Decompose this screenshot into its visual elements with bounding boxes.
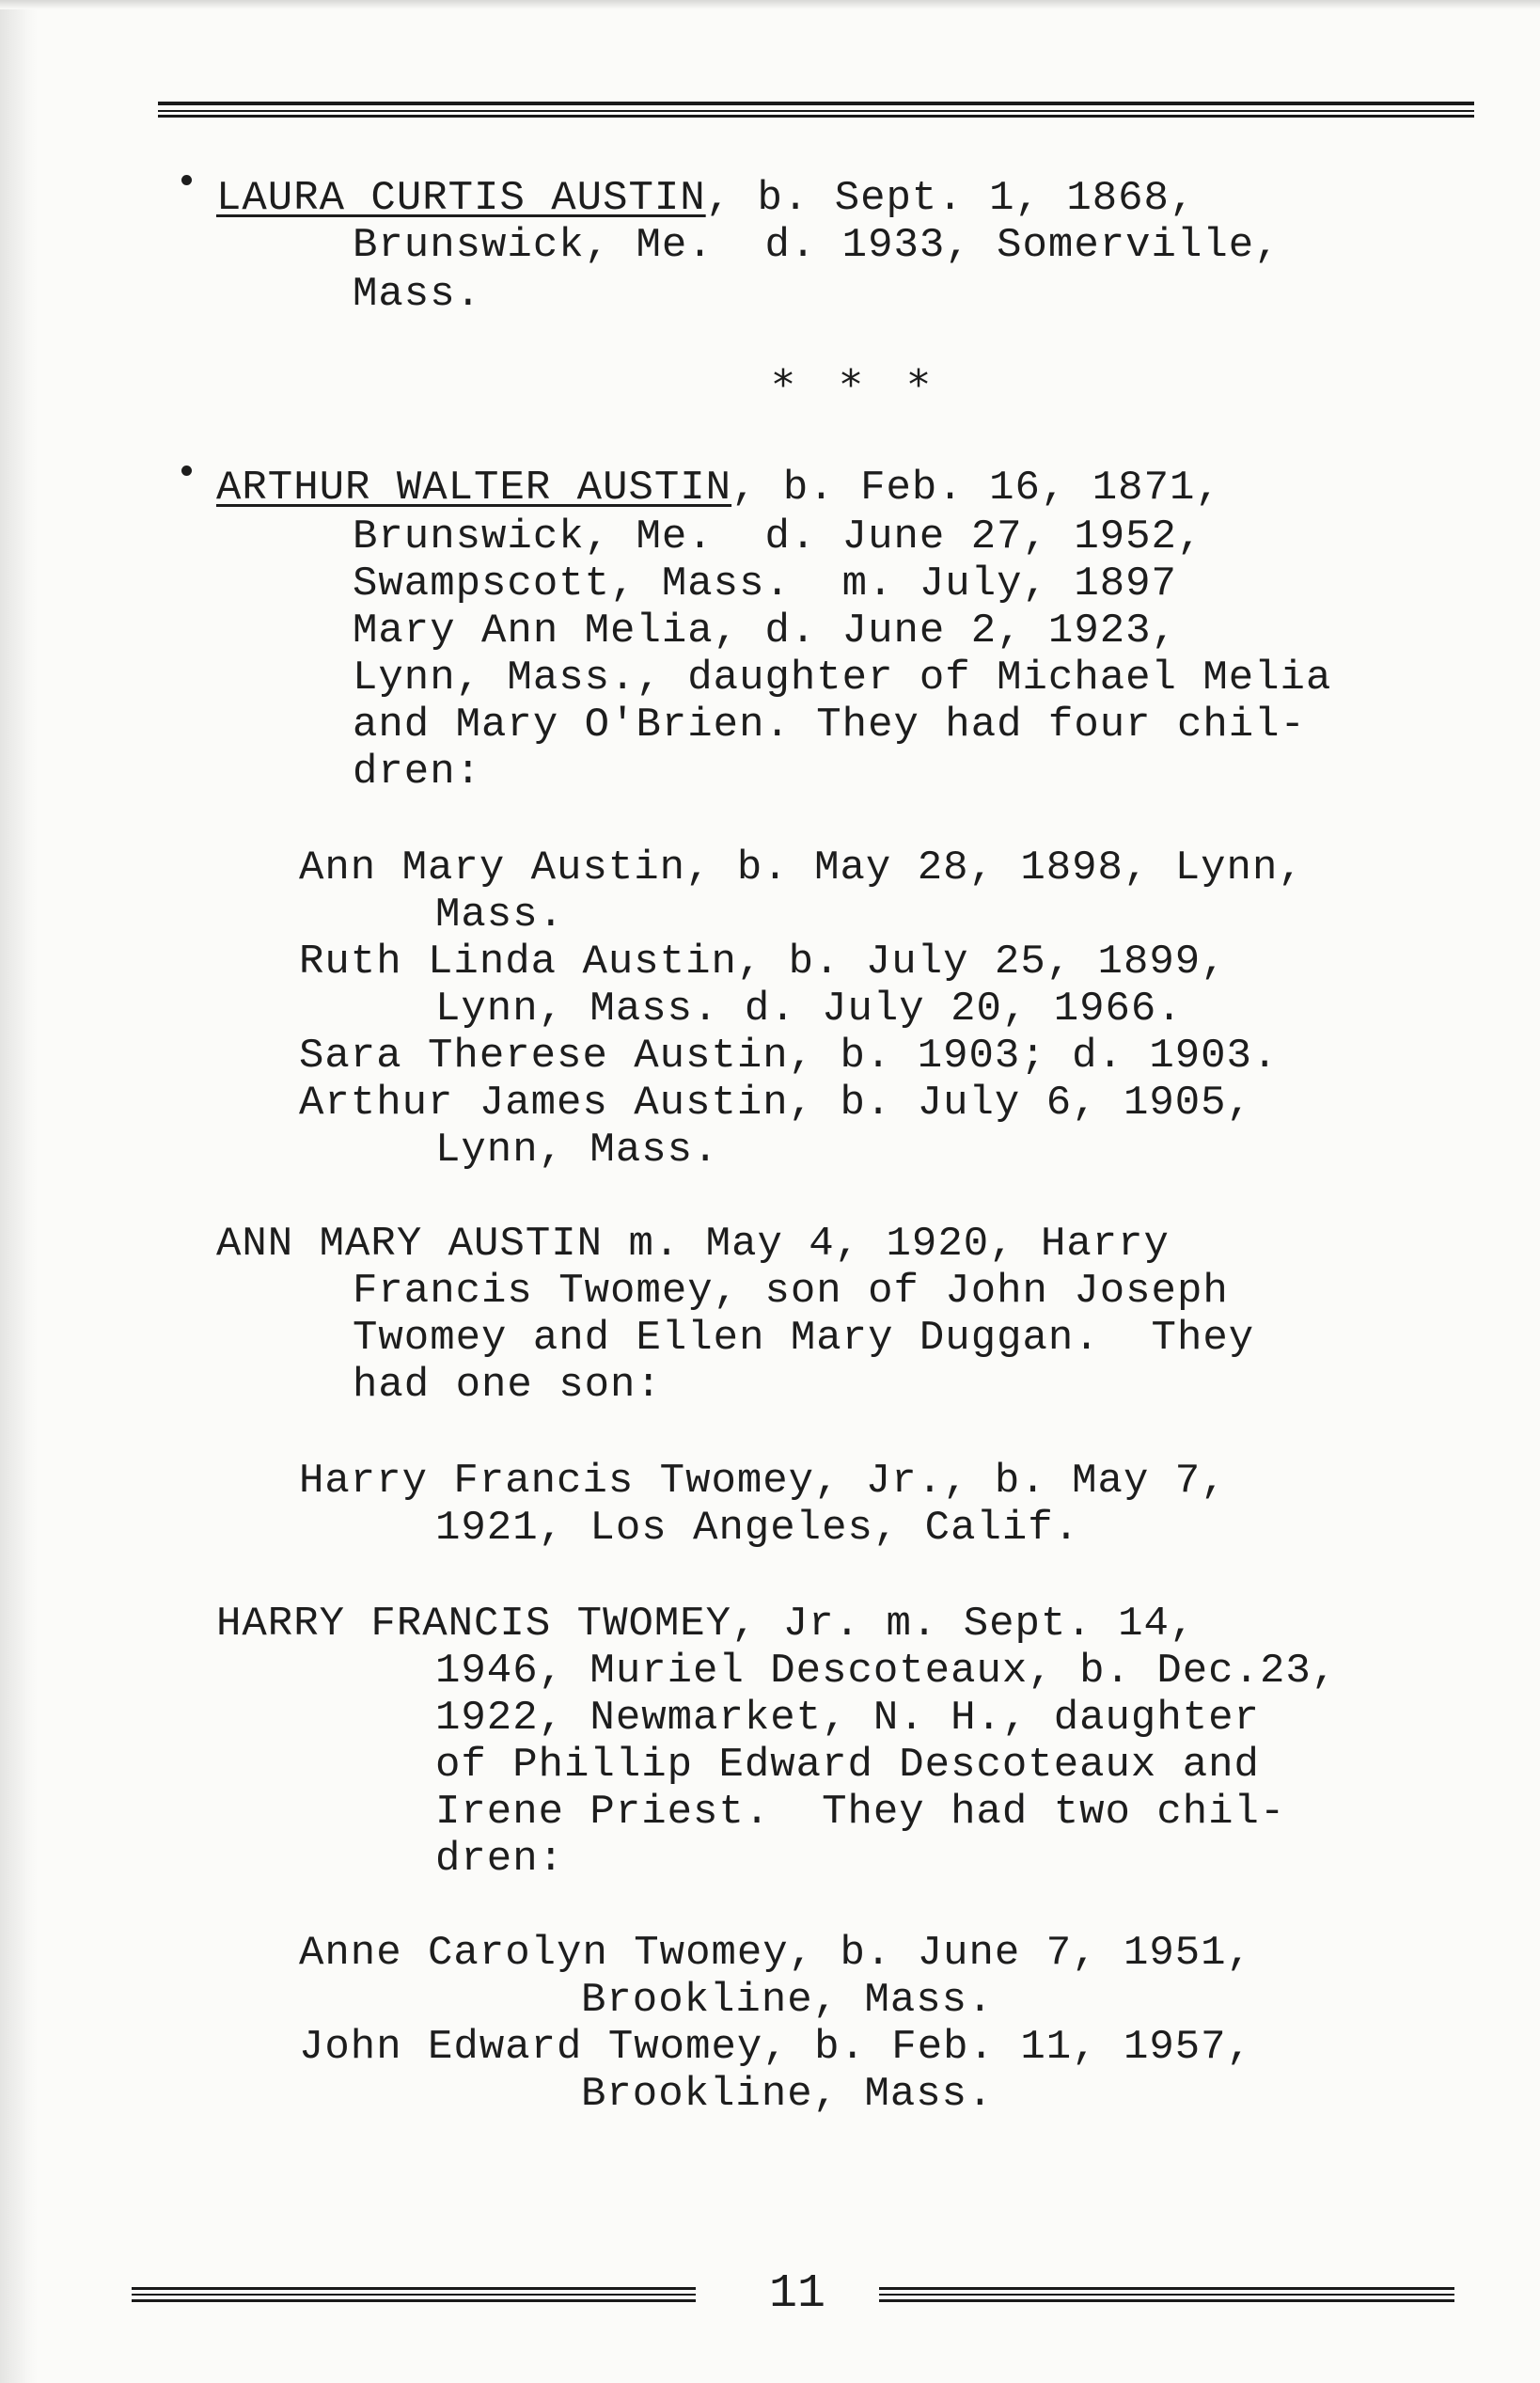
harry-entry-line-2: 1946, Muriel Descoteaux, b. Dec.23,	[435, 1648, 1338, 1695]
arthur-entry-line-4: Mary Ann Melia, d. June 2, 1923,	[353, 608, 1177, 655]
section-separator: * * *	[773, 361, 946, 409]
child-ann-mary-line-1: Ann Mary Austin, b. May 28, 1898, Lynn,	[299, 844, 1304, 892]
child-anne-carolyn-line-2: Brookline, Mass.	[581, 1977, 994, 2024]
arthur-entry-line-5: Lynn, Mass., daughter of Michael Melia	[353, 655, 1332, 702]
child-arthur-james-line-2: Lynn, Mass.	[435, 1127, 719, 1174]
page-spine-shadow	[0, 0, 38, 2383]
ann-entry-line-4: had one son:	[353, 1362, 662, 1409]
child-harry-jr-line-2: 1921, Los Angeles, Calif.	[435, 1505, 1080, 1552]
arthur-entry-line-2: Brunswick, Me. d. June 27, 1952,	[353, 513, 1203, 560]
child-harry-jr-line-1: Harry Francis Twomey, Jr., b. May 7,	[299, 1458, 1227, 1505]
footer-rule-right	[879, 2287, 1454, 2308]
footer-rule-left	[132, 2287, 696, 2308]
child-ruth-line-2: Lynn, Mass. d. July 20, 1966.	[435, 986, 1183, 1033]
arthur-entry-line-7: dren:	[353, 749, 482, 796]
laura-entry-line-3: Mass.	[353, 271, 482, 318]
arthur-entry-line-1: ARTHUR WALTER AUSTIN, b. Feb. 16, 1871,	[216, 465, 1221, 512]
child-john-edward-line-2: Brookline, Mass.	[581, 2071, 994, 2118]
child-anne-carolyn-line-1: Anne Carolyn Twomey, b. June 7, 1951,	[299, 1930, 1252, 1977]
arthur-entry-line-3: Swampscott, Mass. m. July, 1897	[353, 560, 1177, 608]
child-arthur-james-line-1: Arthur James Austin, b. July 6, 1905,	[299, 1080, 1252, 1127]
child-sara-line-1: Sara Therese Austin, b. 1903; d. 1903.	[299, 1033, 1279, 1080]
harry-entry-line-3: 1922, Newmarket, N. H., daughter	[435, 1695, 1260, 1742]
child-ann-mary-line-2: Mass.	[435, 892, 565, 939]
harry-entry-line-1: HARRY FRANCIS TWOMEY, Jr. m. Sept. 14,	[216, 1601, 1196, 1648]
arthur-entry-line-6: and Mary O'Brien. They had four chil-	[353, 702, 1306, 749]
ann-entry-line-1: ANN MARY AUSTIN m. May 4, 1920, Harry	[216, 1221, 1170, 1268]
ann-entry-line-2: Francis Twomey, son of John Joseph	[353, 1268, 1229, 1315]
laura-entry-line-1: LAURA CURTIS AUSTIN, b. Sept. 1, 1868,	[216, 175, 1196, 222]
page-number: 11	[768, 2267, 825, 2321]
bullet-laura	[181, 175, 192, 185]
page-top-edge	[0, 0, 1540, 9]
arthur-name: ARTHUR WALTER AUSTIN	[216, 465, 732, 512]
child-ruth-line-1: Ruth Linda Austin, b. July 25, 1899,	[299, 939, 1227, 986]
laura-entry-line-2: Brunswick, Me. d. 1933, Somerville,	[353, 222, 1281, 269]
harry-entry-line-6: dren:	[435, 1836, 565, 1883]
harry-entry-line-5: Irene Priest. They had two chil-	[435, 1789, 1286, 1836]
top-rule	[158, 102, 1474, 120]
laura-name: LAURA CURTIS AUSTIN	[216, 175, 706, 222]
harry-entry-line-4: of Phillip Edward Descoteaux and	[435, 1742, 1260, 1789]
child-john-edward-line-1: John Edward Twomey, b. Feb. 11, 1957,	[299, 2024, 1252, 2071]
bullet-arthur	[181, 466, 192, 476]
ann-entry-line-3: Twomey and Ellen Mary Duggan. They	[353, 1315, 1255, 1362]
